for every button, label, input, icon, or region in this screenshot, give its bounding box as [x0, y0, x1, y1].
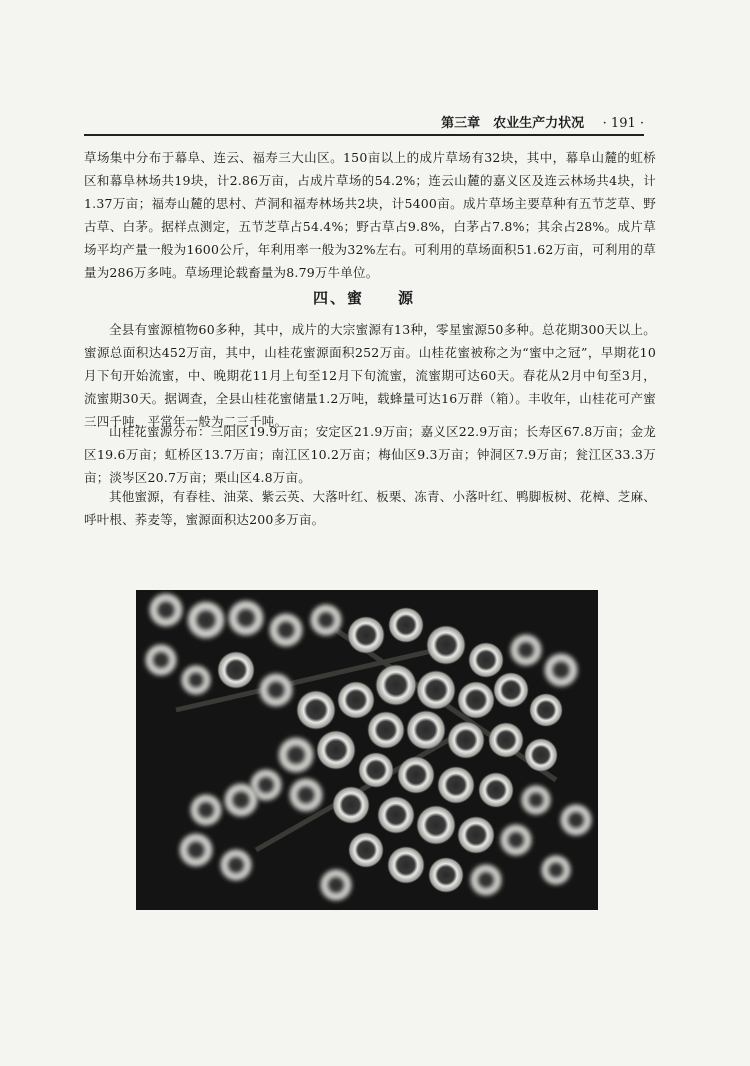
blossom — [358, 752, 394, 788]
chapter-title: 第三章 农业生产力状况 — [441, 116, 585, 131]
blossom — [227, 599, 265, 637]
blossom — [457, 816, 495, 854]
blossom — [268, 612, 304, 648]
blossom — [367, 711, 405, 749]
photo-canvas — [136, 590, 598, 910]
paragraph-text: 草场集中分布于幕阜、连云、福寿三大山区。150亩以上的成片草场有32块，其中，幕阜山麓的虹桥区和幕阜林场共19块，计2.86万亩，占成片草场的54.2%；连云山麓的嘉义区及连云林场共4块，计1.37万亩；福寿山麓的思村、芦洞和福寿林场共2块，计5400亩。成片草场主要草种有五节芝草、野古草、白茅。据样点测定，五节芝草占54.4%；野古草占9.8%，白茅占7.8%；其余占28%。成片草场平均产量一般为1600公斤，年利用率一般为32%左右。可利用的草场面积51.62万亩，可利用的草量为286万多吨。草场理论载畜量为8.79万牛单位。 — [84, 150, 656, 280]
blossom — [296, 690, 336, 730]
blossom — [348, 832, 384, 868]
blossom — [529, 693, 563, 727]
blossom — [457, 681, 495, 719]
blossom — [347, 616, 385, 654]
blossom — [559, 803, 593, 837]
blossom — [447, 721, 485, 759]
blossom — [437, 766, 475, 804]
paragraph-text: 山桂花蜜源分布：三阳区19.9万亩；安定区21.9万亩；嘉义区22.9万亩；长寿区67.8万亩；金龙区19.6万亩；虹桥区13.7万亩；南江区10.2万亩；梅仙区9.3万亩；钟洞区7.9万亩；瓮江区33.3万亩；淡岑区20.7万亩；栗山区4.8万亩。 — [84, 424, 656, 485]
blossom — [332, 786, 370, 824]
blossom — [258, 672, 294, 708]
blossom — [377, 796, 415, 834]
blossom — [416, 670, 456, 710]
paragraph-nectar-distribution — [84, 420, 656, 489]
blossom — [223, 782, 259, 818]
blossom — [316, 730, 356, 770]
blossom — [469, 863, 503, 897]
page-number: · 191 · — [602, 116, 644, 131]
paragraph-text: 其他蜜源，有春桂、油菜、紫云英、大落叶红、板栗、冻青、小落叶红、鸭脚板树、花樟、芝麻、呼叶根、荞麦等，蜜源面积达200多万亩。 — [84, 489, 656, 527]
blossom — [426, 625, 466, 665]
header-rule — [84, 134, 644, 136]
blossom — [428, 857, 464, 893]
blossom — [520, 784, 552, 816]
blossom — [488, 722, 524, 758]
blossom — [499, 823, 533, 857]
blossom — [387, 846, 425, 884]
blossom — [397, 756, 435, 794]
blossom — [277, 736, 315, 774]
blossom — [186, 600, 226, 640]
blossom — [189, 793, 223, 827]
paragraph-grassland — [84, 146, 656, 284]
blossom — [509, 633, 543, 667]
blossom — [375, 664, 417, 706]
blossom — [416, 805, 456, 845]
blossom — [468, 642, 504, 678]
blossom — [148, 592, 184, 628]
blossom — [180, 664, 212, 696]
blossom — [309, 603, 343, 637]
blossom — [219, 848, 253, 882]
blossom — [543, 652, 579, 688]
paragraph-nectar-overview — [84, 318, 656, 433]
section-heading: 四、蜜 源 — [312, 289, 415, 307]
blossom — [337, 681, 375, 719]
running-header — [84, 112, 644, 131]
blossom — [144, 643, 178, 677]
blossom — [388, 607, 424, 643]
blossom — [406, 710, 446, 750]
paragraph-text: 全县有蜜源植物60多种，其中，成片的大宗蜜源有13种，零星蜜源50多种。总花期300天以上。蜜源总面积达452万亩，其中，山桂花蜜源面积252万亩。山桂花蜜被称之为“蜜中之冠”，早期花10月下旬开始流蜜，中、晚期花11月上旬至12月下旬流蜜，流蜜期可达60天。春花从2月中旬至3月，流蜜期30天。据调查，全县山桂花蜜储量1.2万吨，载蜂量可达16万群（箱）。丰收年，山桂花可产蜜三四千吨，平常年一般为二三千吨。 — [84, 322, 656, 429]
blossom — [319, 868, 353, 902]
blossom — [478, 772, 514, 808]
blossom — [217, 651, 255, 689]
blossom — [524, 738, 558, 772]
flower-cluster-photo — [136, 590, 598, 910]
blossom — [288, 777, 324, 813]
paragraph-other-nectar — [84, 485, 656, 531]
blossom — [178, 832, 214, 868]
blossom — [493, 672, 529, 708]
blossom — [540, 854, 572, 886]
